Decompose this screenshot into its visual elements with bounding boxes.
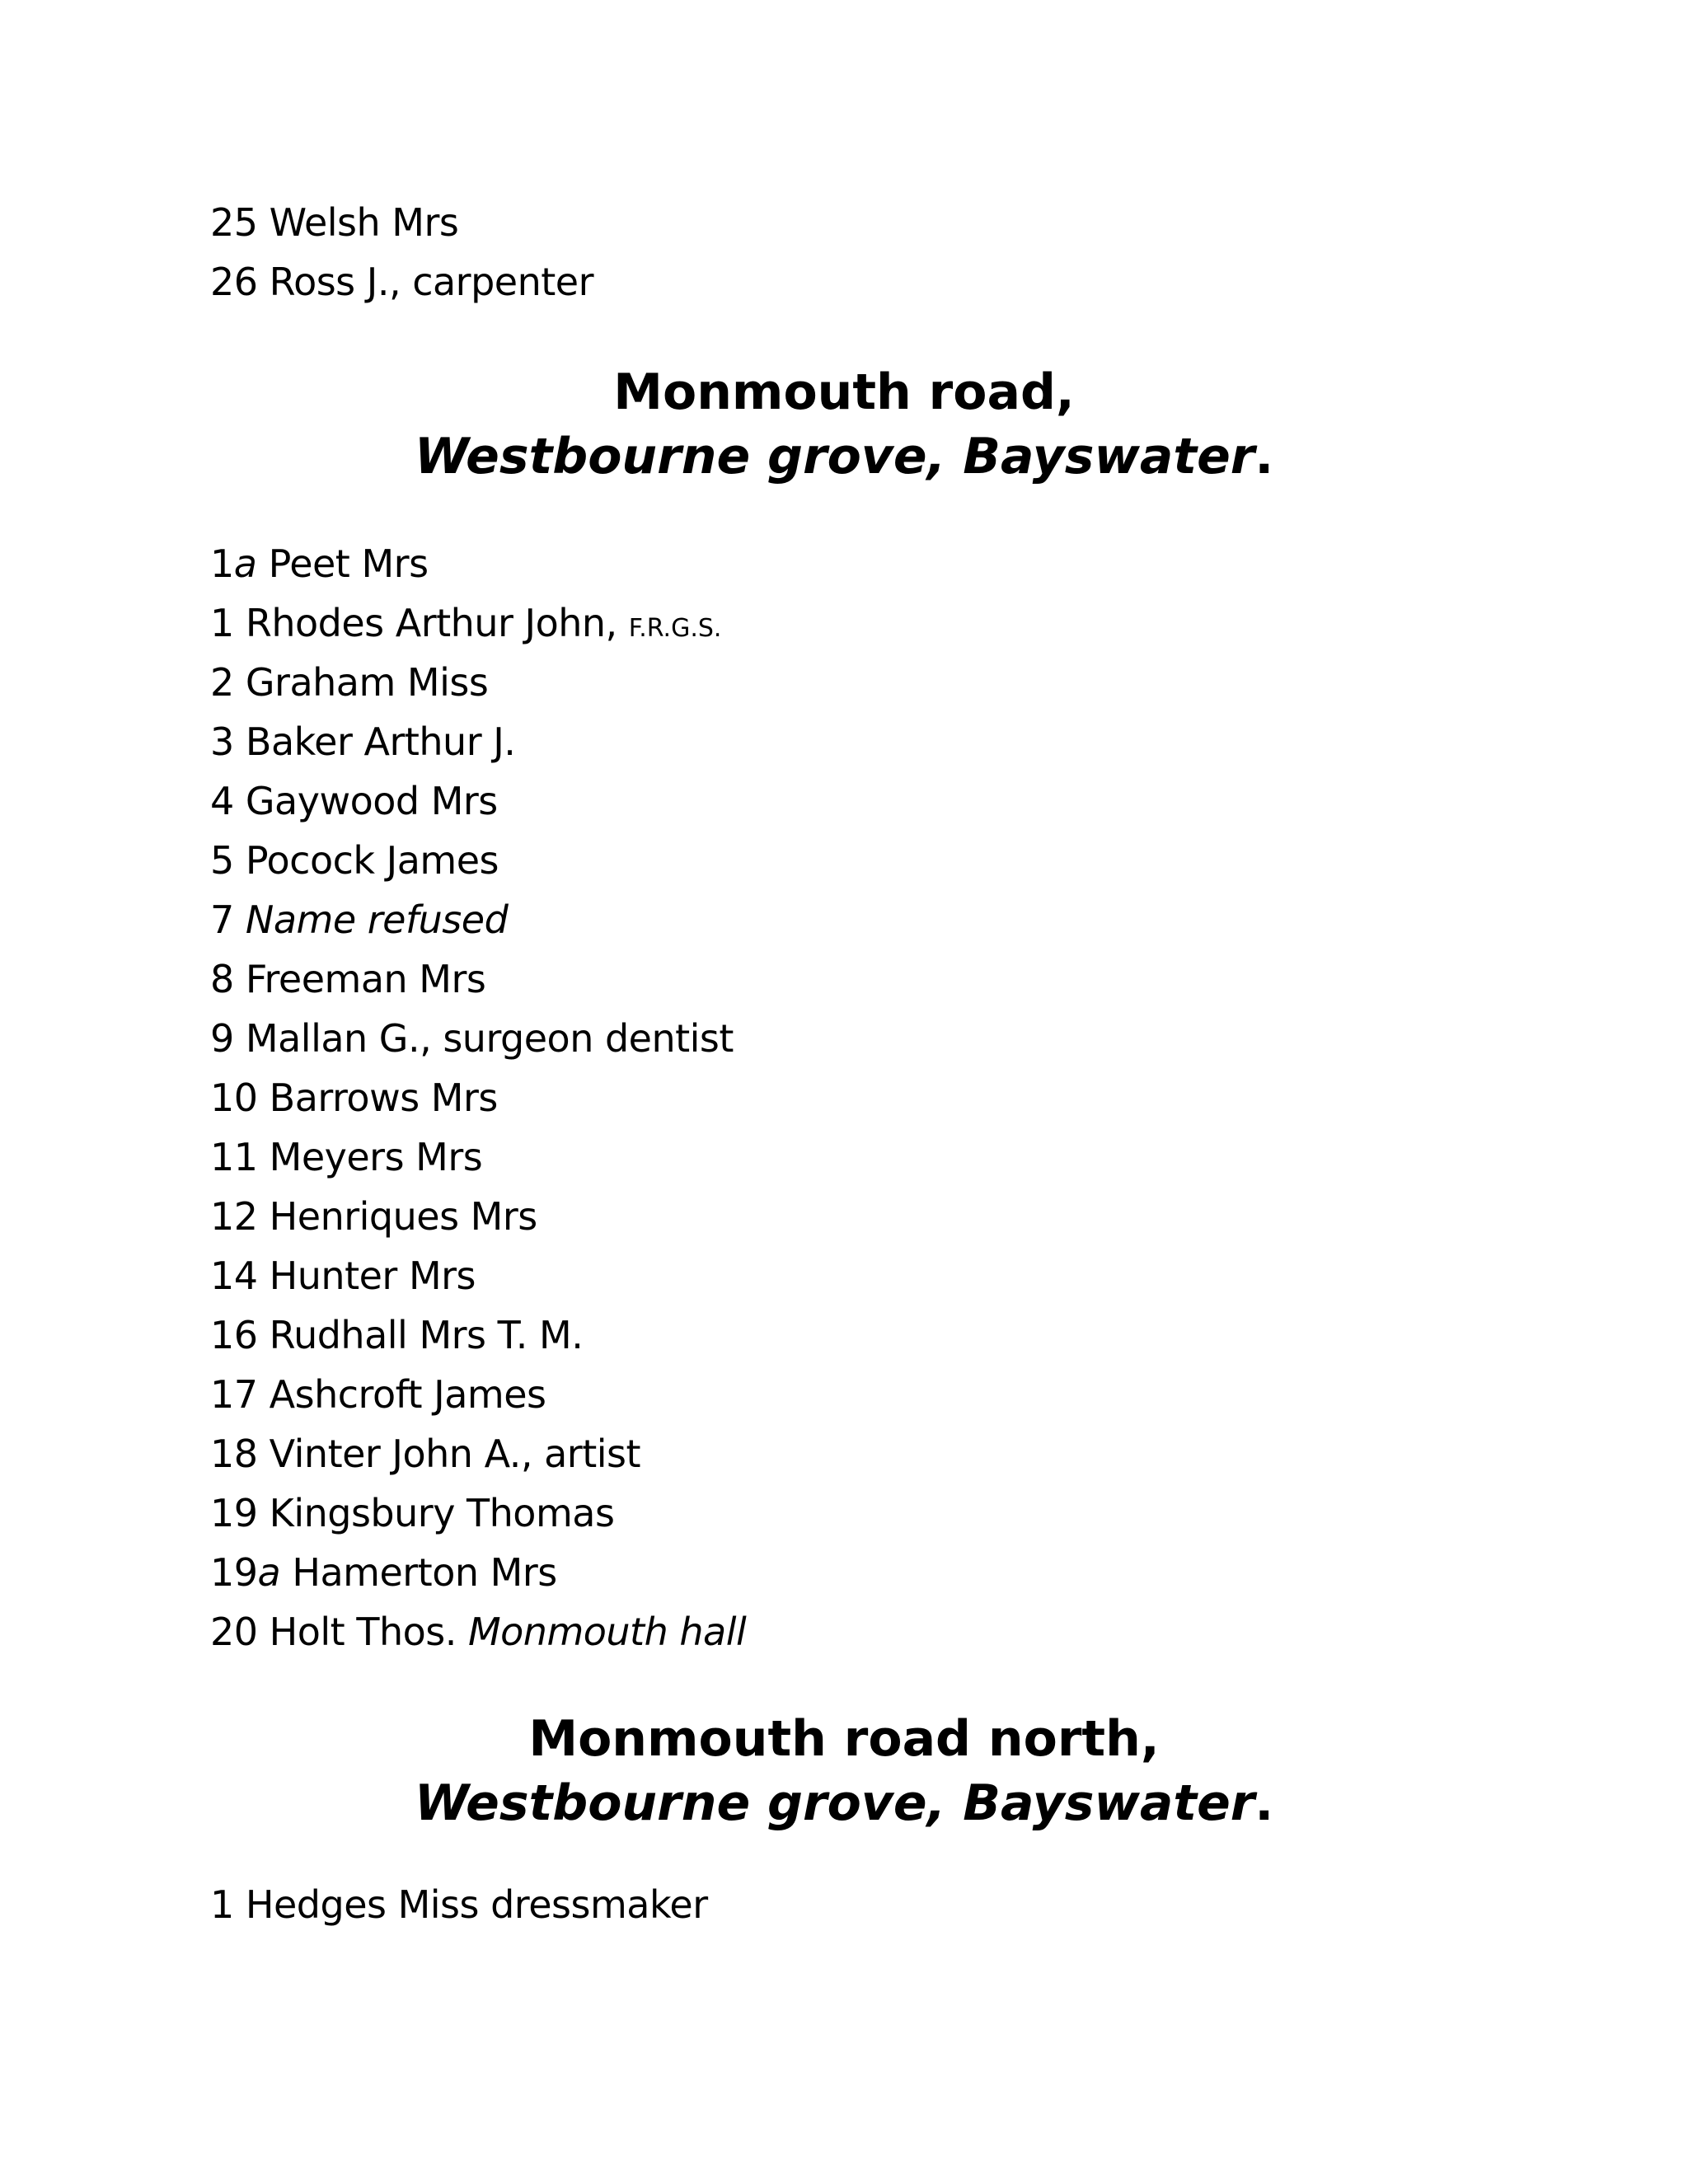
- italic-note: Monmouth hall: [467, 1610, 747, 1654]
- entry-list: [210, 193, 593, 312]
- street-heading: [0, 1707, 1688, 1835]
- resident-name: Hamerton Mrs: [292, 1550, 557, 1595]
- resident-name: Welsh Mrs: [269, 200, 459, 245]
- directory-entry: [210, 1187, 746, 1246]
- directory-entry: [210, 890, 746, 949]
- entry-list: [210, 534, 746, 1661]
- directory-entry: [210, 1424, 746, 1483]
- resident-name: Henriques Mrs: [269, 1194, 537, 1239]
- resident-name: Mallan G., surgeon dentist: [245, 1016, 734, 1061]
- resident-name: Rudhall Mrs T. M.: [269, 1313, 584, 1357]
- house-number: 25: [210, 200, 258, 245]
- resident-name: Hunter Mrs: [269, 1254, 476, 1298]
- directory-entry: [210, 193, 593, 252]
- resident-name: Gaywood Mrs: [245, 779, 498, 823]
- house-number: 9: [210, 1016, 234, 1061]
- house-number: 19: [210, 1550, 258, 1595]
- house-number: 19: [210, 1491, 258, 1535]
- directory-entry: [210, 653, 746, 712]
- resident-name: Kingsbury Thomas: [269, 1491, 615, 1535]
- house-number: 1: [210, 601, 234, 645]
- house-number: 26: [210, 260, 258, 304]
- house-number: 2: [210, 660, 234, 705]
- directory-entry: [210, 831, 746, 890]
- house-number: 7: [210, 898, 234, 942]
- honorific: F.R.G.S.: [628, 614, 722, 643]
- directory-entry: [210, 1602, 746, 1661]
- resident-name: Holt Thos.: [269, 1610, 457, 1654]
- resident-name: Vinter John A., artist: [269, 1432, 641, 1476]
- house-number: 3: [210, 719, 234, 764]
- house-number: 1: [210, 541, 234, 586]
- directory-entry: [210, 252, 593, 312]
- house-number: 16: [210, 1313, 258, 1357]
- resident-name: Rhodes Arthur John,: [245, 601, 617, 645]
- house-number: 14: [210, 1254, 258, 1298]
- house-number: 20: [210, 1610, 258, 1654]
- directory-entry: [210, 1068, 746, 1127]
- house-number: 10: [210, 1076, 258, 1120]
- directory-entry: [210, 1483, 746, 1543]
- directory-entry: [210, 1875, 708, 1934]
- directory-entry: [210, 949, 746, 1009]
- resident-name: Pocock James: [245, 838, 499, 883]
- house-number: 11: [210, 1135, 258, 1179]
- street-heading: [0, 360, 1688, 489]
- house-number: 8: [210, 957, 234, 1001]
- house-number-suffix: a: [257, 1550, 281, 1595]
- directory-entry: [210, 534, 746, 593]
- house-number: 1: [210, 1882, 234, 1927]
- directory-entry: [210, 771, 746, 831]
- directory-entry: [210, 1543, 746, 1602]
- italic-note: Name refused: [245, 898, 509, 942]
- resident-name: Ross J., carpenter: [269, 260, 593, 304]
- house-number: 12: [210, 1194, 258, 1239]
- directory-entry: [210, 1365, 746, 1424]
- house-number: 18: [210, 1432, 258, 1476]
- heading-locality: Westbourne grove, Bayswater.: [414, 428, 1274, 485]
- resident-name: Freeman Mrs: [245, 957, 486, 1001]
- resident-name: Graham Miss: [245, 660, 489, 705]
- house-number: 4: [210, 779, 234, 823]
- resident-name: Hedges Miss dressmaker: [245, 1882, 708, 1927]
- entry-list: [210, 1875, 708, 1934]
- resident-name: Peet Mrs: [268, 541, 429, 586]
- resident-name: Barrows Mrs: [269, 1076, 498, 1120]
- heading-street-name: Monmouth road north,: [528, 1710, 1160, 1768]
- house-number: 5: [210, 838, 234, 883]
- house-number: 17: [210, 1372, 258, 1417]
- directory-entry: [210, 1246, 746, 1305]
- heading-locality: Westbourne grove, Bayswater.: [414, 1774, 1274, 1832]
- directory-entry: [210, 1305, 746, 1365]
- resident-name: Baker Arthur J.: [245, 719, 516, 764]
- directory-entry: [210, 1009, 746, 1068]
- house-number-suffix: a: [233, 541, 257, 586]
- resident-name: Meyers Mrs: [269, 1135, 483, 1179]
- heading-street-name: Monmouth road,: [613, 363, 1075, 421]
- resident-name: Ashcroft James: [269, 1372, 546, 1417]
- directory-entry: [210, 1127, 746, 1187]
- directory-entry: [210, 712, 746, 771]
- directory-entry: [210, 593, 746, 653]
